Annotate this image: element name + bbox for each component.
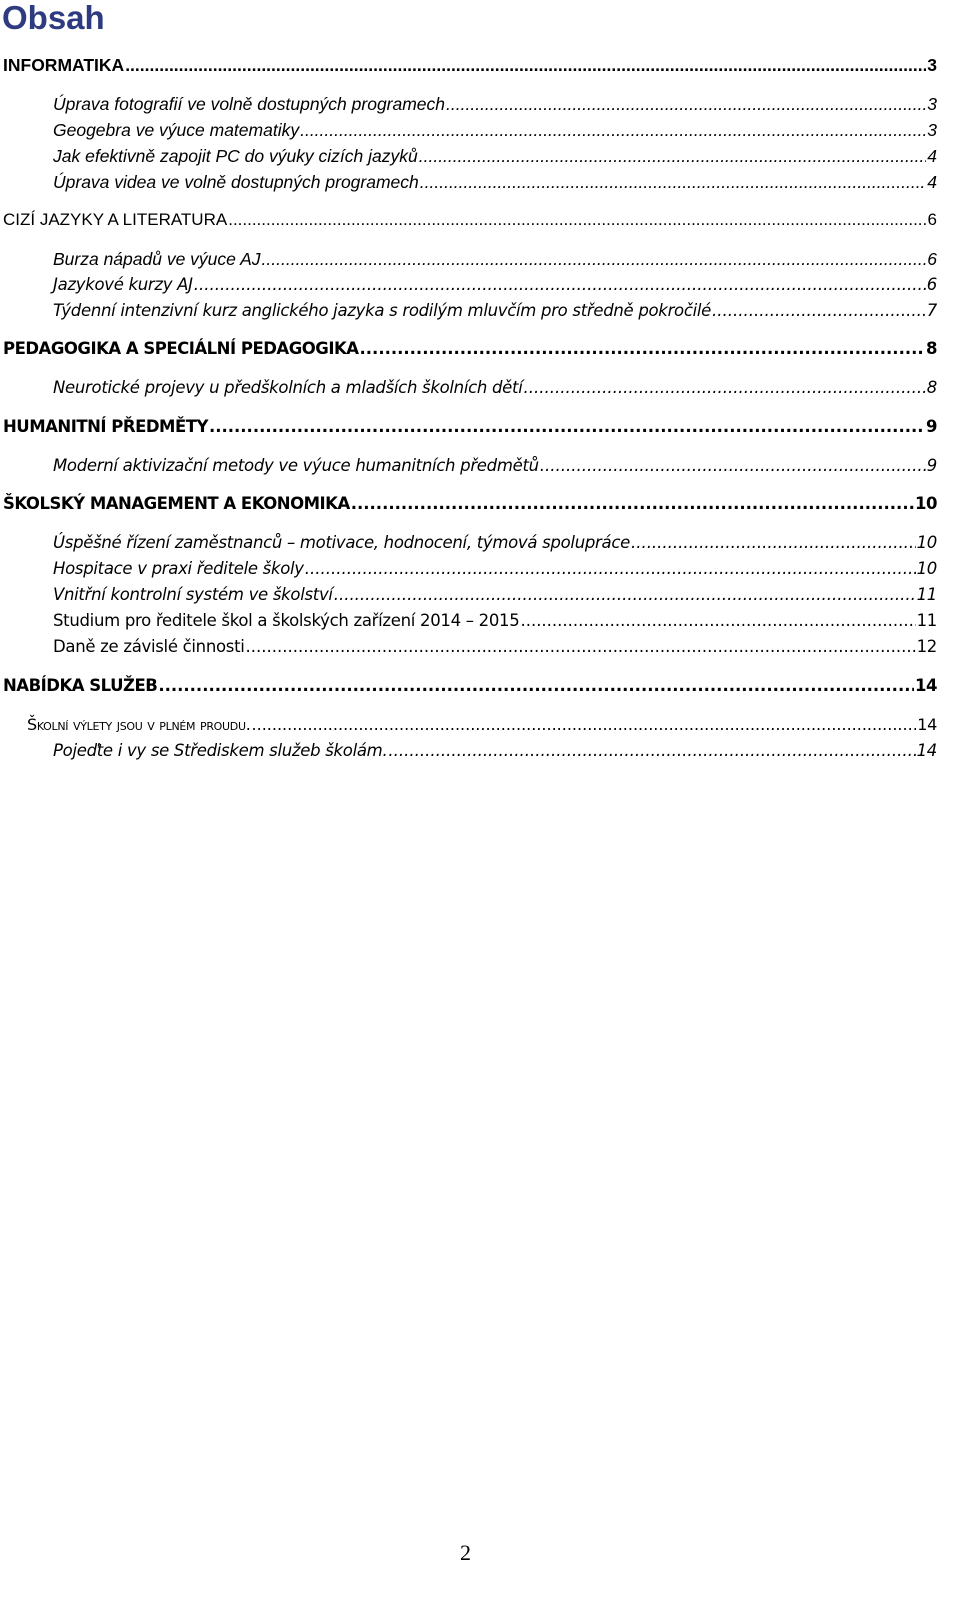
- toc-leader-dots: [194, 272, 926, 298]
- toc-entry-title: Neurotické projevy u předškolních a mladších školních dětí: [53, 378, 523, 397]
- toc-leader-dots: [209, 414, 925, 440]
- toc-entry-page: 7: [926, 301, 937, 320]
- toc-entry-title: Jak efektivně zapojit PC do výuky cizích jazyků: [53, 146, 418, 166]
- toc-entry-title: CIZÍ JAZYKY A LITERATURA: [3, 210, 228, 229]
- toc-leader-dots: [523, 375, 925, 401]
- toc-leader-dots: [712, 298, 926, 324]
- toc-entry-title: INFORMATIKA: [3, 55, 125, 75]
- toc-leader-dots: [419, 143, 927, 169]
- toc-entry-page: 3: [927, 94, 937, 114]
- toc-leader-dots: [631, 530, 916, 556]
- toc-leader-dots: [388, 738, 915, 764]
- toc-entry-page: 14: [917, 715, 937, 734]
- toc-entry-title: Týdenní intenzivní kurz anglického jazyka s rodilým mluvčím pro středně pokročilé: [53, 301, 712, 320]
- toc-entry-pedagogika[interactable]: [3, 336, 937, 362]
- toc-entry-page: 9: [926, 417, 937, 436]
- toc-entry-title: Daně ze závislé činnosti: [53, 637, 245, 656]
- toc-entry-title: PEDAGOGIKA A SPECIÁLNÍ PEDAGOGIKA: [3, 339, 359, 358]
- toc-entry-page: 4: [927, 146, 937, 166]
- toc-entry-title: Moderní aktivizační metody ve výuce humanitních předmětů: [53, 456, 539, 475]
- toc-entry-tydenni-kurz[interactable]: [53, 298, 937, 324]
- toc-entry-title: Studium pro ředitele škol a školských zařízení 2014 – 2015: [53, 611, 520, 630]
- toc-entry-aktivizacni-metody[interactable]: [53, 453, 937, 479]
- toc-entry-uprava-fotografii[interactable]: [53, 91, 937, 117]
- toc-leader-dots: [300, 117, 926, 143]
- toc-entry-title: Geogebra ve výuce matematiky: [53, 120, 300, 140]
- toc-leader-dots: [246, 634, 916, 660]
- toc-leader-dots: [305, 556, 916, 582]
- toc-entry-cizi-jazyky[interactable]: [3, 207, 937, 233]
- toc-entry-page: 14: [915, 676, 937, 695]
- toc-entry-title: Úprava fotografií ve volně dostupných programech: [53, 94, 446, 114]
- toc-entry-title: Jazykové kurzy AJ: [53, 275, 193, 294]
- toc-entry-title: HUMANITNÍ PŘEDMĚTY: [3, 417, 208, 436]
- toc-leader-dots: [252, 712, 917, 738]
- toc-entry-title: Pojeďte i vy se Střediskem služeb školám.: [53, 741, 388, 760]
- toc-entry-kontrolni-system[interactable]: [53, 582, 937, 608]
- toc-entry-skolsky-management[interactable]: [3, 491, 937, 517]
- toc-leader-dots: [125, 52, 926, 78]
- toc-entry-title: Vnitřní kontrolní systém ve školství: [53, 585, 333, 604]
- toc-entry-title: Hospitace v praxi ředitele školy: [53, 559, 304, 578]
- toc-entry-informatika[interactable]: [3, 52, 937, 78]
- toc-leader-dots: [360, 336, 926, 362]
- toc-entry-page: 10: [916, 533, 937, 552]
- toc-leader-dots: [158, 673, 914, 699]
- toc-leader-dots: [446, 91, 926, 117]
- toc-leader-dots: [520, 608, 915, 634]
- toc-entry-page: 9: [926, 456, 937, 475]
- page-number: 2: [460, 1540, 471, 1565]
- toc-entry-humanitni-predmety[interactable]: [3, 414, 937, 440]
- toc-entry-page: 3: [927, 120, 937, 140]
- toc-leader-dots: [262, 246, 927, 272]
- toc-leader-dots: [228, 207, 926, 233]
- toc-leader-dots: [351, 491, 914, 517]
- toc-entry-title: NABÍDKA SLUŽEB: [3, 676, 158, 695]
- toc-entry-title: Školní výlety jsou v plném proudu.: [27, 715, 251, 734]
- toc-entry-page: 10: [916, 559, 937, 578]
- toc-entry-page: 8: [926, 378, 937, 397]
- toc-entry-page: 4: [927, 172, 937, 192]
- toc-entry-title: Úprava videa ve volně dostupných programech: [53, 172, 419, 192]
- toc-entry-page: 14: [916, 741, 937, 760]
- toc-entry-nabidka-sluzeb[interactable]: [3, 673, 937, 699]
- toc-entry-title: Burza nápadů ve výuce AJ: [53, 249, 261, 269]
- toc-entry-page: 11: [916, 611, 937, 630]
- toc-entry-page: 11: [916, 585, 937, 604]
- toc-entry-neuroticke-projevy[interactable]: [53, 375, 937, 401]
- toc-entry-title: Úspěšné řízení zaměstnanců – motivace, hodnocení, týmová spolupráce: [53, 533, 630, 552]
- toc-entry-hospitace[interactable]: [53, 556, 937, 582]
- toc-entry-dane[interactable]: [53, 634, 937, 660]
- toc-leader-dots: [540, 453, 926, 479]
- toc-entry-page: 6: [926, 275, 937, 294]
- toc-entry-jazykove-kurzy[interactable]: [53, 272, 937, 298]
- toc-entry-page: 6: [927, 249, 937, 269]
- toc-entry-skolni-vylety[interactable]: [27, 712, 937, 738]
- toc-entry-page: 3: [927, 55, 937, 75]
- toc-entry-page: 12: [916, 637, 937, 656]
- toc-entry-page: 6: [927, 210, 937, 229]
- toc-entry-pc-cizi-jazyky[interactable]: [53, 143, 937, 169]
- toc-entry-page: 8: [926, 339, 937, 358]
- toc-leader-dots: [420, 169, 927, 195]
- toc-leader-dots: [334, 582, 916, 608]
- toc-entry-burza-napadu[interactable]: [53, 246, 937, 272]
- page-title: Obsah: [2, 0, 105, 36]
- toc-entry-studium-reditele[interactable]: [53, 608, 937, 634]
- toc-entry-uprava-videa[interactable]: [53, 169, 937, 195]
- toc-entry-geogebra[interactable]: [53, 117, 937, 143]
- toc-entry-title: ŠKOLSKÝ MANAGEMENT A EKONOMIKA: [3, 494, 350, 513]
- toc-entry-page: 10: [915, 494, 937, 513]
- toc-entry-pojedte[interactable]: [53, 738, 937, 764]
- toc-entry-rizeni-zamestnancu[interactable]: [53, 530, 937, 556]
